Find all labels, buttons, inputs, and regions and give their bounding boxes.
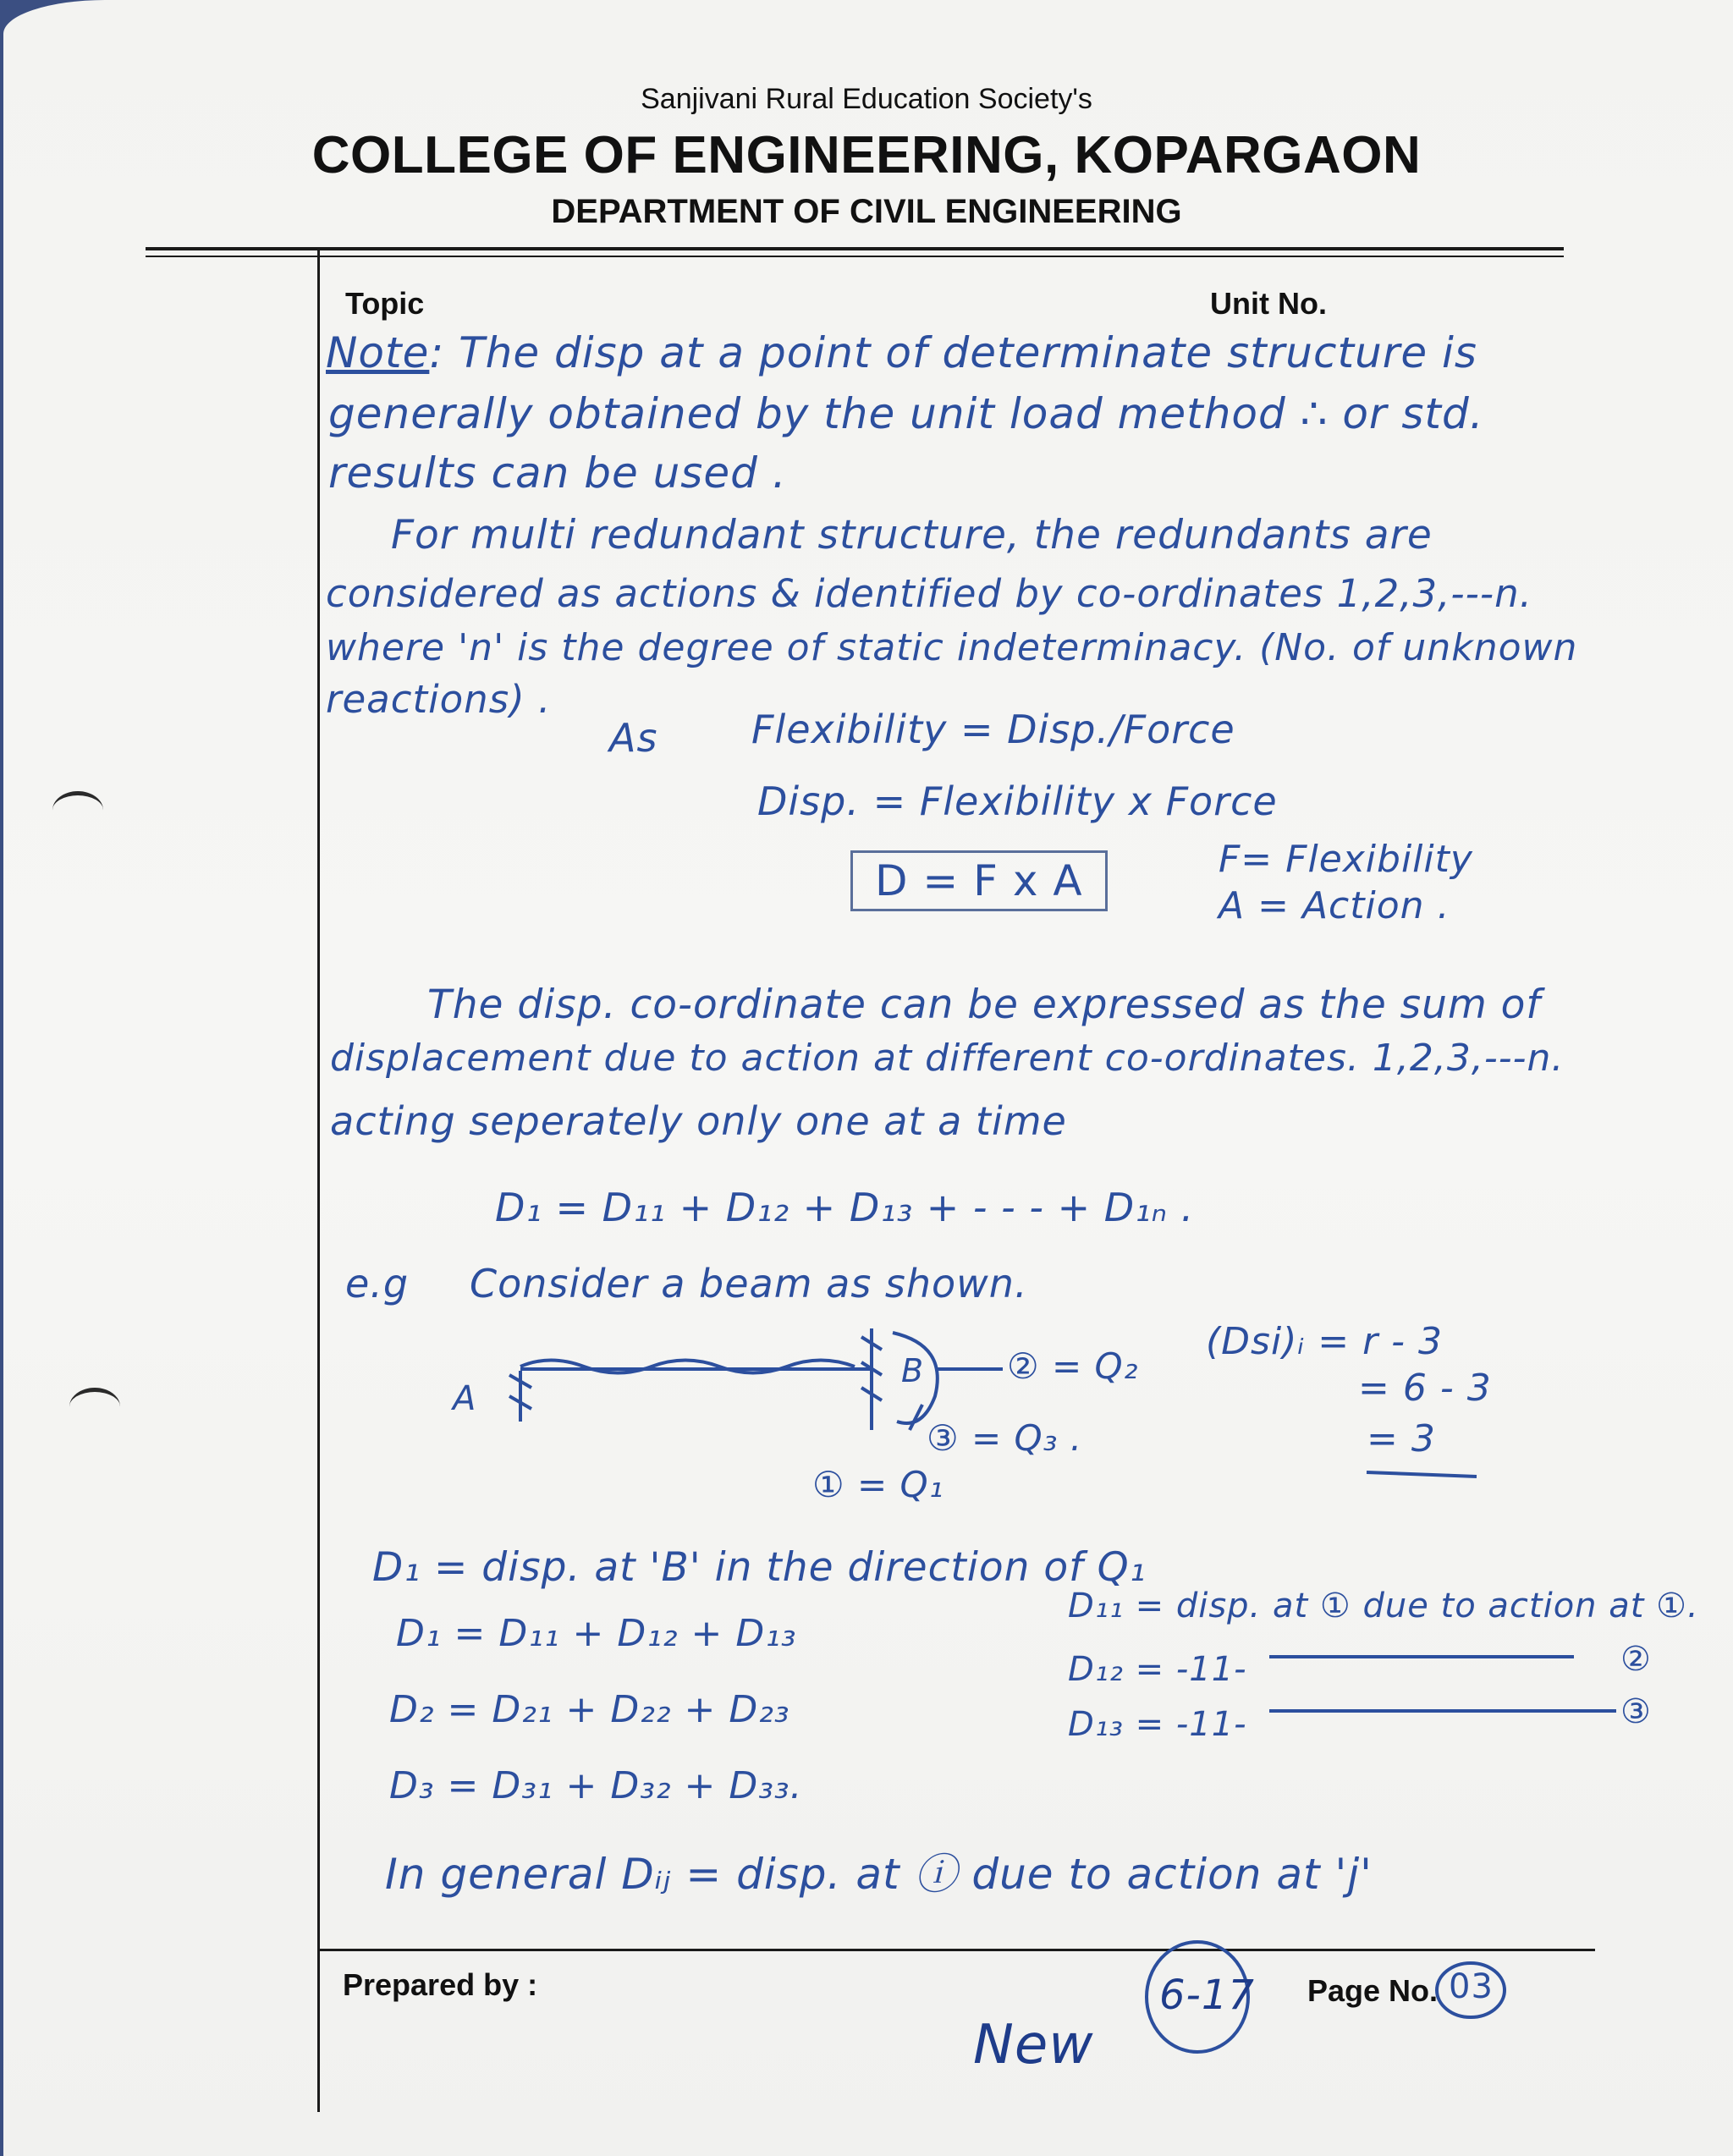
d11-definition: D₁₁ = disp. at ① due to action at ①. [1068,1587,1699,1625]
prepared-by-label: Prepared by : [343,1967,538,2002]
d13-marker: ③ [1620,1692,1652,1731]
coordinate-3: ③ = Q₃ . [927,1417,1083,1459]
equation-d3: D₃ = D₃₁ + D₃₂ + D₃₃. [389,1764,803,1807]
d13-definition: D₁₃ = -11- [1068,1705,1247,1744]
indeterminacy-line-3: = 3 [1367,1417,1436,1460]
d1-definition: D₁ = disp. at 'B' in the direction of Q₁ [372,1544,1147,1591]
coordinate-1: ① = Q₁ [812,1464,944,1505]
unit-no-label: Unit No. [1210,286,1327,321]
para-line-10: acting seperately only one at a time [330,1098,1067,1144]
as-label: As [609,715,658,761]
page-number: 03 [1449,1967,1494,2006]
para-line-8: The disp. co-ordinate can be expressed as the sum of [427,982,1541,1028]
d12-marker: ② [1620,1640,1652,1679]
para-line-7: reactions) . [326,677,552,722]
beam-label-a: A [453,1379,477,1418]
para-line-9: displacement due to action at different co-ordinates. 1,2,3,---n. [330,1037,1565,1080]
coordinate-2: ② = Q₂ [1007,1345,1139,1387]
eg-text: Consider a beam as shown. [470,1261,1028,1306]
d12-definition: D₁₂ = -11- [1068,1650,1247,1689]
indeterminacy-line-1: (Dsi)ᵢ = r - 3 [1206,1320,1443,1363]
para-line-4: For multi redundant structure, the redundants are [391,512,1433,558]
note-line-1-text: : The disp at a point of determinate structure is [429,328,1477,377]
note-line-3: results can be used . [328,448,787,498]
indeterminacy-line-2: = 6 - 3 [1358,1367,1492,1410]
signature: New [973,2014,1094,2076]
department-name: DEPARTMENT OF CIVIL ENGINEERING [551,193,1182,230]
note-label: Note [326,328,430,377]
a-definition: A = Action . [1219,884,1450,927]
page-no-label: Page No. [1307,1973,1439,2008]
f-definition: F= Flexibility [1219,838,1473,881]
equation-d2: D₂ = D₂₁ + D₂₂ + D₂₃ [389,1688,790,1731]
flexibility-definition: Flexibility = Disp./Force [751,707,1235,752]
topic-label: Topic [345,286,425,321]
displacement-definition: Disp. = Flexibility x Force [757,778,1278,824]
d1-sum-equation: D₁ = D₁₁ + D₁₂ + D₁₃ + - - - + D₁ₙ . [495,1185,1195,1230]
beam-label-b: B [901,1352,925,1389]
boxed-equation: D = F x A [850,850,1108,911]
fixed-support-b [861,1328,882,1430]
college-name: COLLEGE OF ENGINEERING, KOPARGAON [311,126,1422,184]
para-line-5: considered as actions & identified by co-ordinates 1,2,3,---n. [326,571,1532,616]
society-name: Sanjivani Rural Education Society's [641,83,1092,115]
distributed-load [520,1361,855,1373]
para-line-6: where 'n' is the degree of static indeterminacy. (No. of unknown [326,626,1578,669]
dsi-underline [1367,1472,1477,1477]
note-line-2: generally obtained by the unit load method ∴ or std. [328,389,1484,438]
fixed-support-a [509,1371,531,1422]
eg-label: e.g [345,1261,410,1306]
general-equation: In general Dᵢⱼ = disp. at ⓘ due to action at 'j' [385,1850,1373,1899]
circled-date: 6-17 [1159,1972,1255,2019]
equation-d1: D₁ = D₁₁ + D₁₂ + D₁₃ [396,1612,797,1655]
